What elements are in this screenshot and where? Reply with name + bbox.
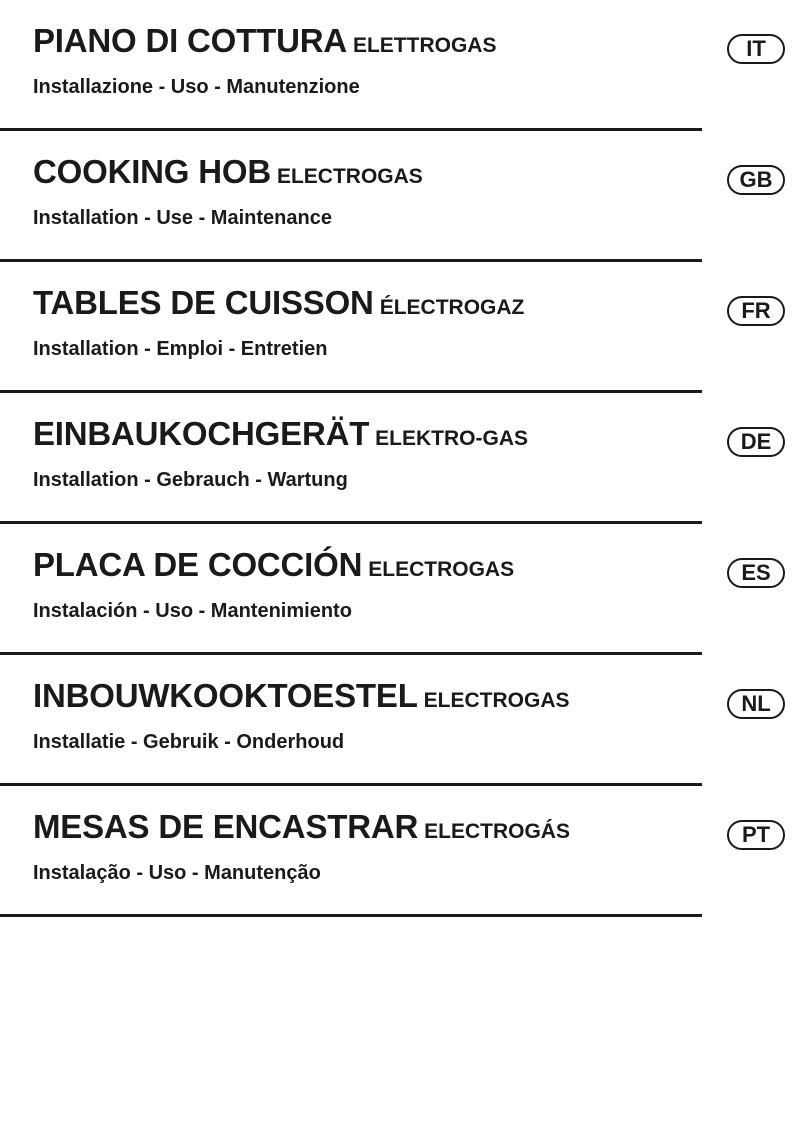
section-title: MESAS DE ENCASTRAR (33, 808, 419, 845)
section-gb (0, 131, 808, 262)
section-brand: ELECTROGAS (368, 558, 515, 581)
section-brand: ELEKTRO-GAS (375, 427, 529, 450)
section-brand: ELECTROGÁS (424, 820, 570, 843)
section-brand: ÉLECTROGAZ (379, 296, 525, 319)
section-fr (0, 262, 808, 393)
section-brand: ELETTROGAS (352, 34, 497, 57)
section-title: INBOUWKOOKTOESTEL (33, 677, 418, 714)
section-title: PLACA DE COCCIÓN (33, 546, 363, 583)
section-title-line (33, 286, 524, 319)
section-subtitle: Instalación - Uso - Mantenimiento (33, 600, 352, 622)
section-subtitle: Installatie - Gebruik - Onderhoud (33, 731, 345, 753)
section-subtitle: Installation - Gebrauch - Wartung (33, 469, 348, 491)
language-badge-pt: PT (727, 820, 785, 850)
section-title: TABLES DE CUISSON (33, 284, 374, 321)
language-badge-nl: NL (727, 689, 785, 719)
section-divider (0, 914, 702, 917)
language-badge-es: ES (727, 558, 785, 588)
section-brand: ELECTROGAS (423, 689, 570, 712)
section-es (0, 524, 808, 655)
section-title-line (33, 679, 570, 712)
language-badge-de: DE (727, 427, 785, 457)
section-brand: ELECTROGAS (276, 165, 423, 188)
section-title: EINBAUKOCHGERÄT (33, 415, 370, 452)
language-badge-gb: GB (727, 165, 785, 195)
section-title-line (33, 24, 496, 57)
section-subtitle: Instalação - Uso - Manutenção (33, 862, 321, 884)
section-title: PIANO DI COTTURA (33, 22, 347, 59)
language-badge-it: IT (727, 34, 785, 64)
section-subtitle: Installation - Emploi - Entretien (33, 338, 328, 360)
section-title: COOKING HOB (33, 153, 271, 190)
section-it (0, 0, 808, 131)
section-subtitle: Installazione - Uso - Manutenzione (33, 76, 360, 98)
section-title-line (33, 548, 514, 581)
section-title-line (33, 417, 528, 450)
section-nl (0, 655, 808, 786)
section-title-line (33, 155, 423, 188)
section-subtitle: Installation - Use - Maintenance (33, 207, 332, 229)
section-title-line (33, 810, 570, 843)
language-badge-fr: FR (727, 296, 785, 326)
section-pt (0, 786, 808, 917)
section-de (0, 393, 808, 524)
